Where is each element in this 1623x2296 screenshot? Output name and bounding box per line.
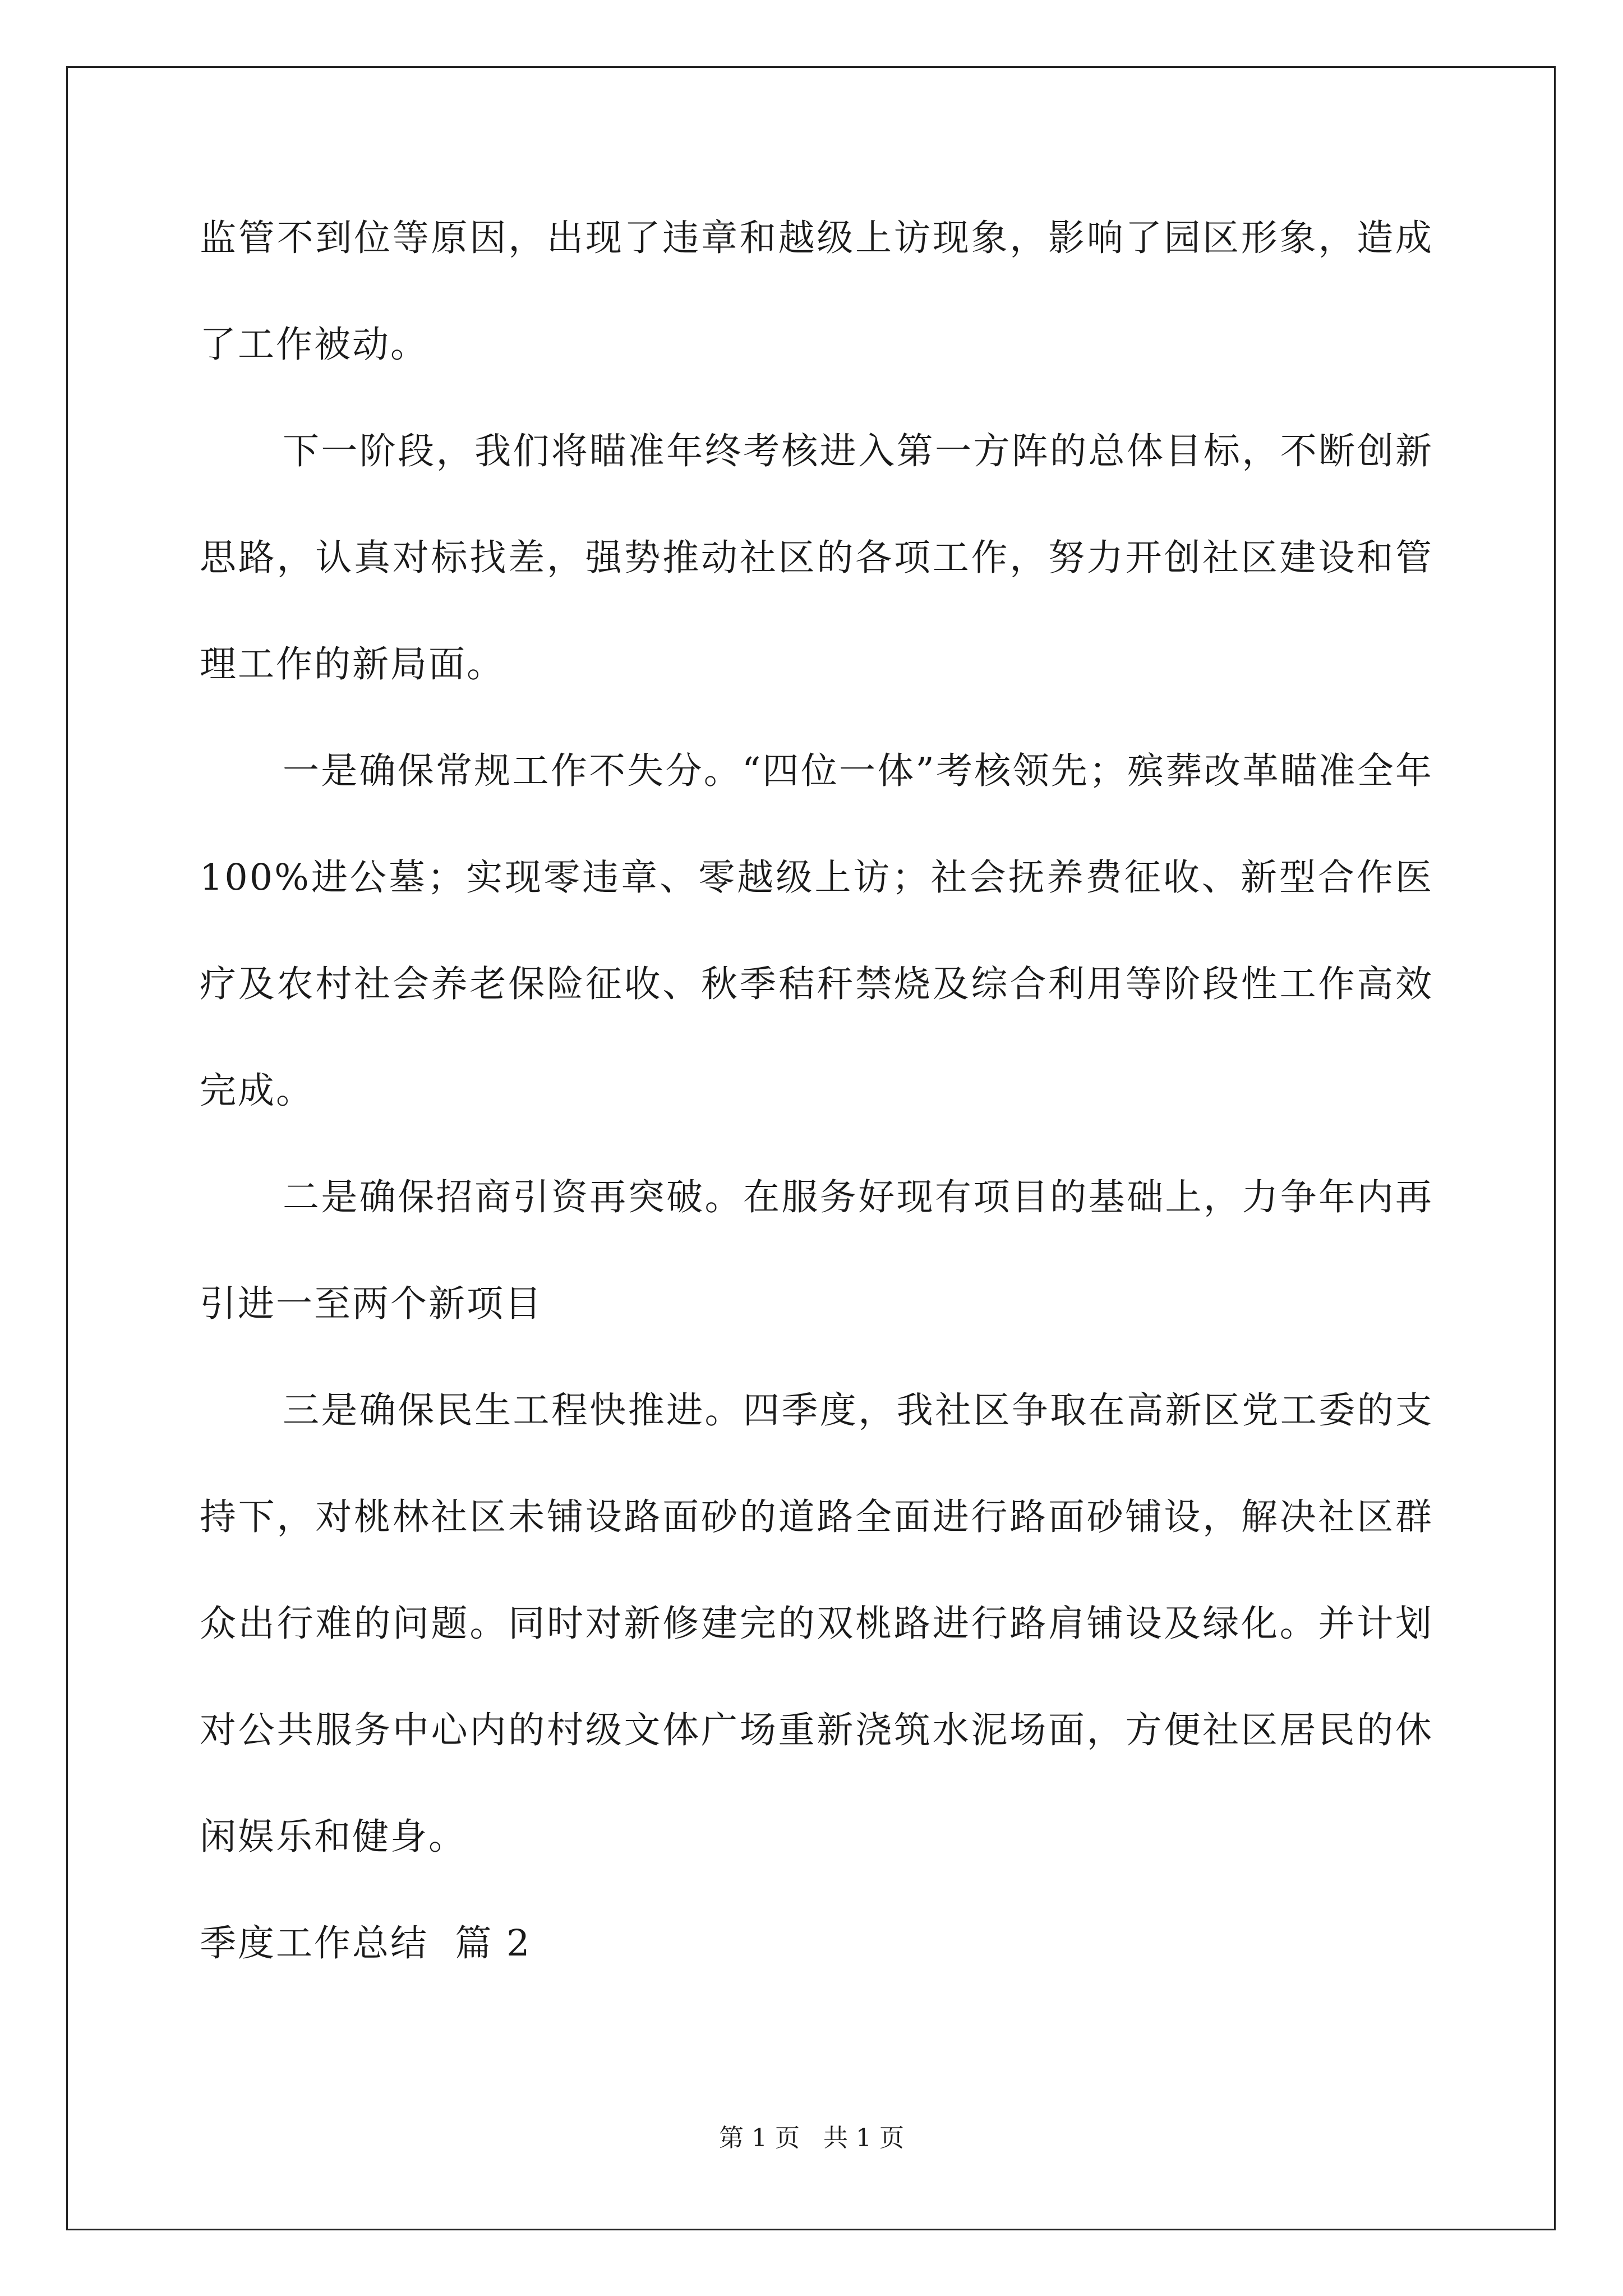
paragraph-1: 监管不到位等原因，出现了违章和越级上访现象，影响了园区形象，造成了工作被动。: [200, 217, 1433, 366]
paragraph-5: 三是确保民生工程快推进。四季度，我社区争取在高新区党工委的支持下，对桃林社区未铺设路面砂的道路全面进行路面砂铺设，解决社区群众出行难的问题。同时对新修建完的双桃路进行路肩铺设及绿化。并计划对公共服务中心内的村级文体广场重新浇筑水泥场面，方便社区居民的休闲娱乐和健身。: [200, 1389, 1433, 1858]
paragraph-4: 二是确保招商引资再突破。在服务好现有项目的基础上，力争年内再引进一至两个新项目: [200, 1176, 1433, 1325]
page-number-footer: 第 1 页 共 1 页: [719, 2124, 904, 2152]
paragraph-3: 一是确保常规工作不失分。“四位一体”考核领先；殡葬改革瞄准全年100%进公墓；实现零违章、零越级上访；社会抚养费征收、新型合作医疗及农村社会养老保险征收、秋季秸秆禁烧及综合利用等阶段性工作高效完成。: [200, 750, 1433, 1112]
section-heading: 季度工作总结 篇 2: [200, 1922, 532, 1964]
document-body: [200, 185, 1433, 1997]
paragraph-2: 下一阶段，我们将瞄准年终考核进入第一方阵的总体目标，不断创新思路，认真对标找差，强势推动社区的各项工作，努力开创社区建设和管理工作的新局面。: [200, 430, 1433, 685]
